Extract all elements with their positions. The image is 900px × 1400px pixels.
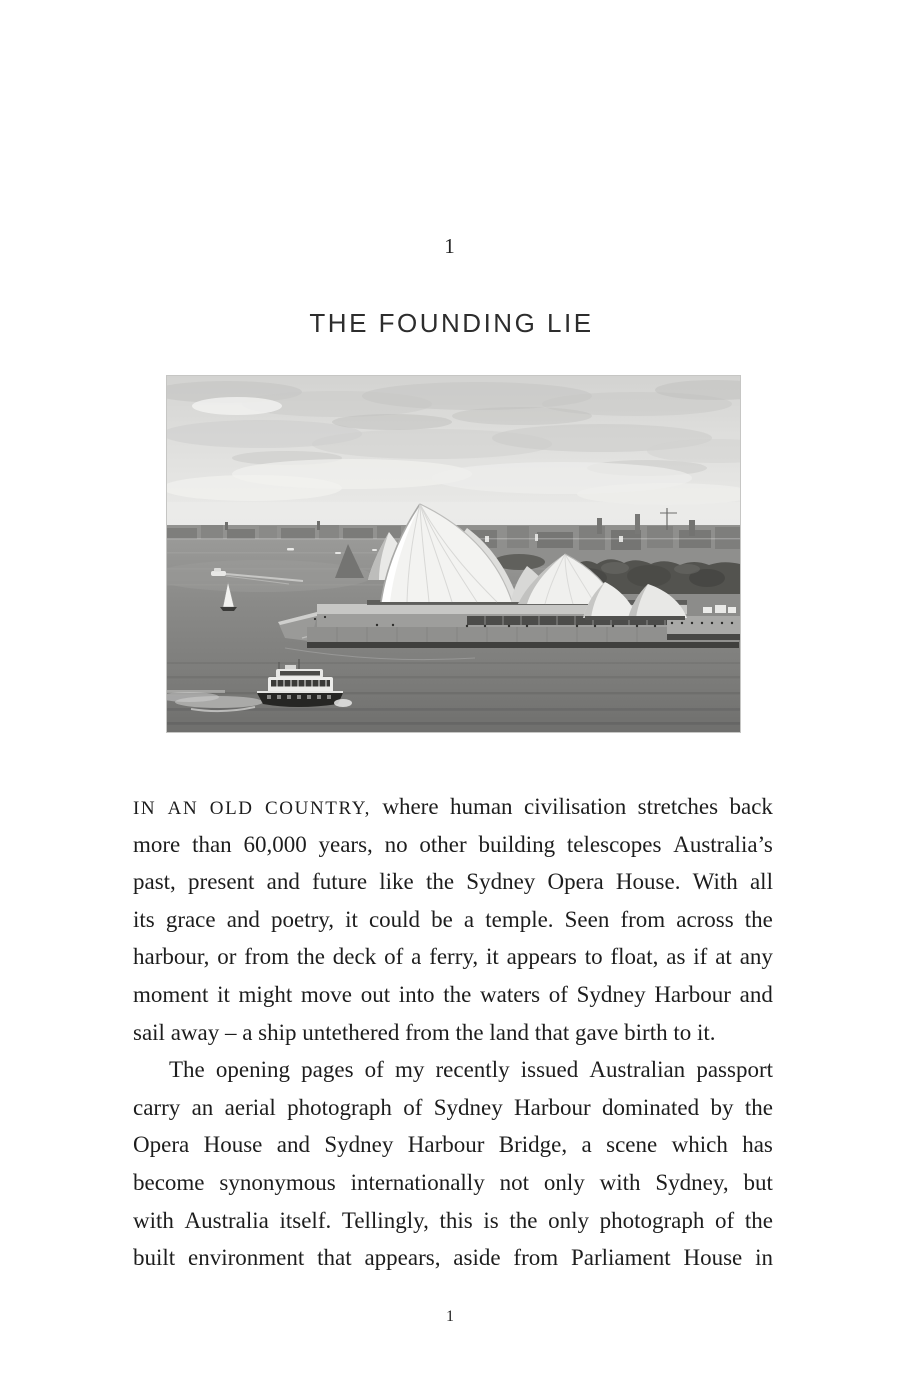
body-line: sail away – a ship untethered from the land that gave birth to it. xyxy=(133,1019,716,1045)
body-text xyxy=(133,788,773,1277)
chapter-number: 1 xyxy=(444,234,456,258)
body-line: carry an aerial photograph of Sydney Harbour dominated by the xyxy=(133,1094,773,1120)
opera-house-photo xyxy=(167,376,740,732)
page-number: 1 xyxy=(446,1308,454,1325)
body-line: become synonymous internationally not only with Sydney, but xyxy=(133,1169,773,1195)
sky xyxy=(167,376,740,546)
body-line: Opera House and Sydney Harbour Bridge, a scene which has xyxy=(133,1132,773,1158)
body-line: more than 60,000 years, no other building telescopes Australia’s xyxy=(133,831,773,857)
body-line: moment it might move out into the waters of Sydney Harbour and xyxy=(133,981,773,1007)
body-line: The opening pages of my recently issued Australian passport xyxy=(169,1057,773,1083)
body-line: IN AN OLD COUNTRY, where human civilisation stretches back xyxy=(133,794,773,819)
chapter-title: THE FOUNDING LIE xyxy=(309,308,594,338)
body-line: built environment that appears, aside from Parliament House in xyxy=(133,1245,773,1271)
body-line: with Australia itself. Tellingly, this is the only photograph of the xyxy=(133,1207,773,1233)
body-line: harbour, or from the deck of a ferry, it appears to float, as if at any xyxy=(133,944,773,970)
body-line: its grace and poetry, it could be a temple. Seen from across the xyxy=(133,906,773,932)
body-line: past, present and future like the Sydney Opera House. With all xyxy=(133,869,773,895)
